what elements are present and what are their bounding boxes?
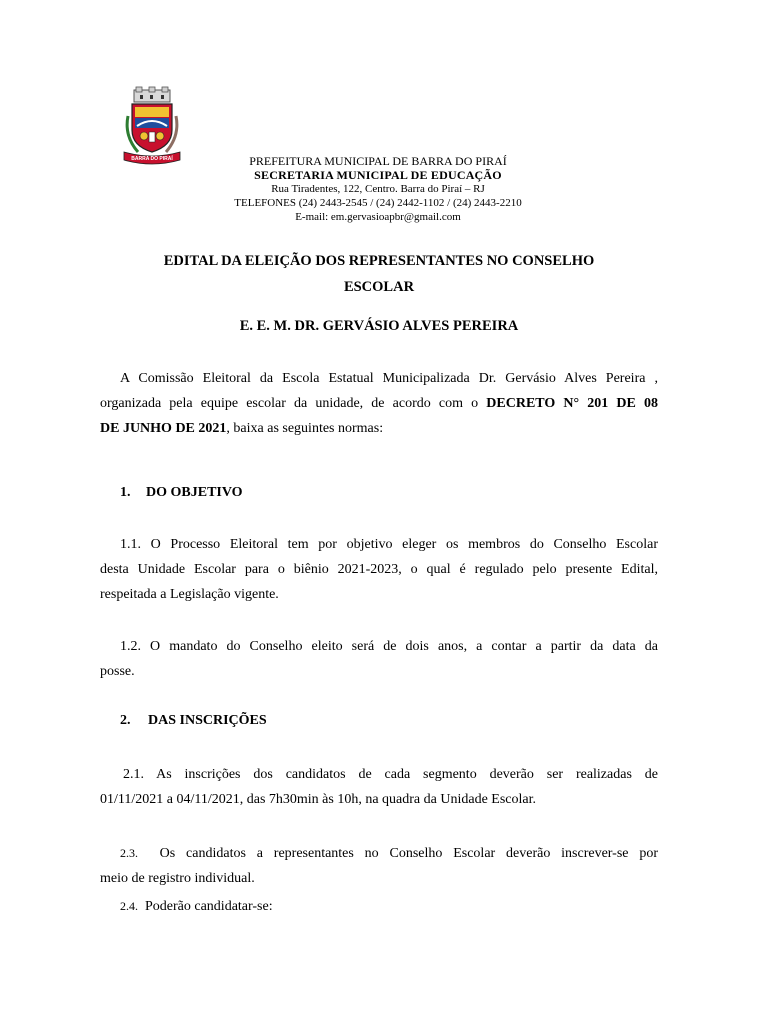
intro-line1: A Comissão Eleitoral da Escola Estatual Municipalizada Dr. Gervásio Alves Pereira , <box>120 371 658 386</box>
department-name: SECRETARIA MUNICIPAL DE EDUCAÇÃO <box>254 168 502 182</box>
intro-paragraph <box>100 366 658 441</box>
intro-line2: organizada pela equipe escolar da unidade, de acordo com o DECRETO N° 201 DE 08 <box>100 396 659 411</box>
municipality-name: PREFEITURA MUNICIPAL DE BARRA DO PIRAÍ <box>249 154 507 168</box>
decree-date: DE JUNHO DE 2021 <box>100 421 227 436</box>
intro-line3: DE JUNHO DE 2021, baixa as seguintes normas: <box>100 421 384 436</box>
document-title-line1: EDITAL DA ELEIÇÃO DOS REPRESENTANTES NO CONSELHO <box>163 253 595 269</box>
email: E-mail: em.gervasioapbr@gmail.com <box>295 211 461 223</box>
crest-banner-text: BARRA DO PIRAÍ <box>131 156 173 162</box>
section2-heading: 2. DAS INSCRIÇÕES <box>120 713 267 728</box>
section1-heading: 1. DO OBJETIVO <box>120 485 243 500</box>
item-1-1: 1.1. O Processo Eleitoral tem por objetivo eleger os membros do Conselho Escolar desta Unidade Escolar para o biênio 2021-2023, o qual é regulado pelo presente Edital, respeitada a Legislação vigente. <box>100 537 658 602</box>
school-name: E. E. M. DR. GERVÁSIO ALVES PEREIRA <box>239 318 519 334</box>
decree-reference: DECRETO N° 201 DE 08 <box>486 396 659 411</box>
address: Rua Tiradentes, 122, Centro. Barra do Piraí – RJ <box>271 183 485 195</box>
item-2-3: 2.3. Os candidatos a representantes no Conselho Escolar deverão inscrever-se por meio de registro individual. <box>100 846 658 886</box>
phones: TELEFONES (24) 2443-2545 / (24) 2442-1102 / (24) 2443-2210 <box>234 197 522 209</box>
letterhead <box>160 154 596 224</box>
item-2-1: 2.1. As inscrições dos candidatos de cada segmento deverão ser realizadas de 01/11/2021 a 04/11/2021, das 7h30min às 10h, na quadra da Unidade Escolar. <box>100 767 658 807</box>
item-1-2: 1.2. O mandato do Conselho eleito será de dois anos, a contar a partir da data da posse. <box>100 639 658 679</box>
item-2-4: 2.4. Poderão candidatar-se: <box>120 899 273 914</box>
document-title-line2: ESCOLAR <box>343 279 415 295</box>
